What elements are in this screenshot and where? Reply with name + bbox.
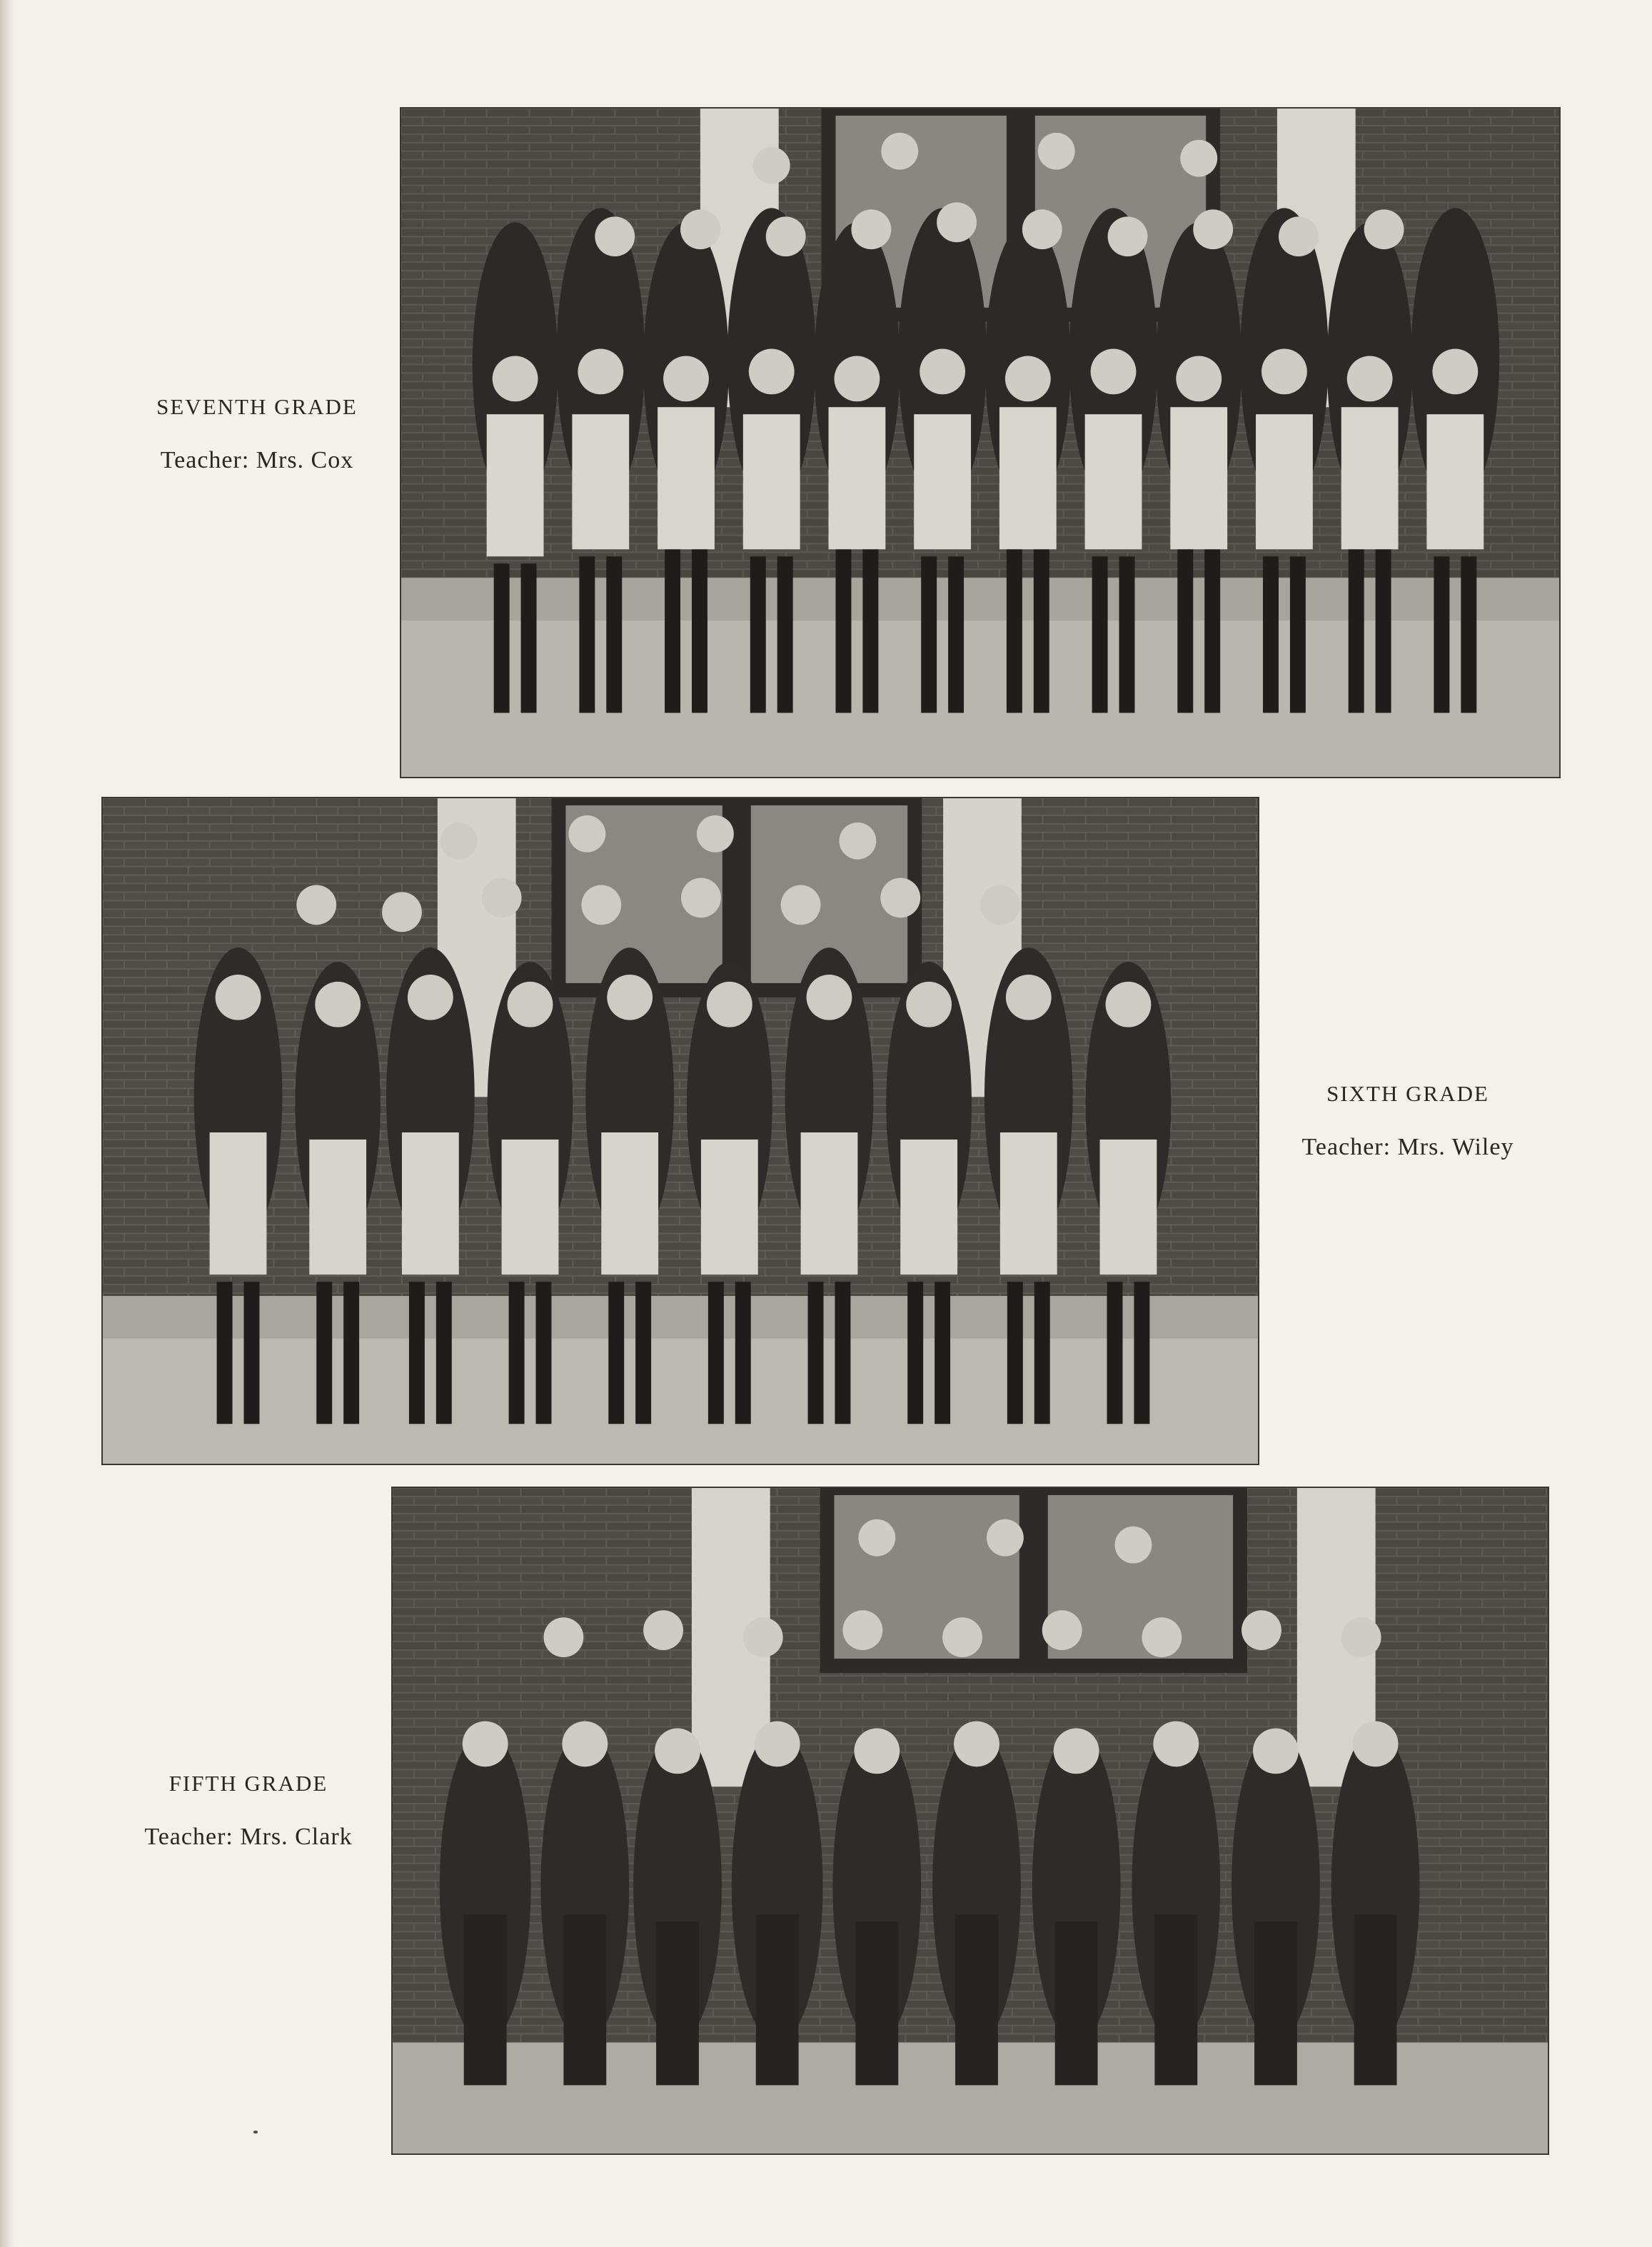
sixth-grade-photo [101, 797, 1259, 1465]
print-speck [253, 2131, 258, 2133]
fifth-grade-caption [107, 1771, 390, 1851]
class-photo-illustration [393, 1488, 1548, 2153]
fifth-grade-photo [391, 1487, 1549, 2155]
grade-title: SEVENTH GRADE [156, 394, 358, 419]
teacher-name: Teacher: Mrs. Clark [144, 1824, 353, 1850]
seventh-grade-photo [400, 107, 1561, 778]
page-binding-edge [0, 0, 16, 2247]
sixth-grade-caption [1261, 1081, 1555, 1161]
grade-title: SIXTH GRADE [1326, 1081, 1489, 1106]
class-photo-illustration [401, 109, 1559, 777]
teacher-name: Teacher: Mrs. Cox [160, 447, 354, 473]
seventh-grade-caption [114, 394, 400, 474]
class-photo-illustration [103, 798, 1258, 1464]
grade-title: FIFTH GRADE [168, 1771, 328, 1796]
teacher-name: Teacher: Mrs. Wiley [1301, 1134, 1514, 1160]
